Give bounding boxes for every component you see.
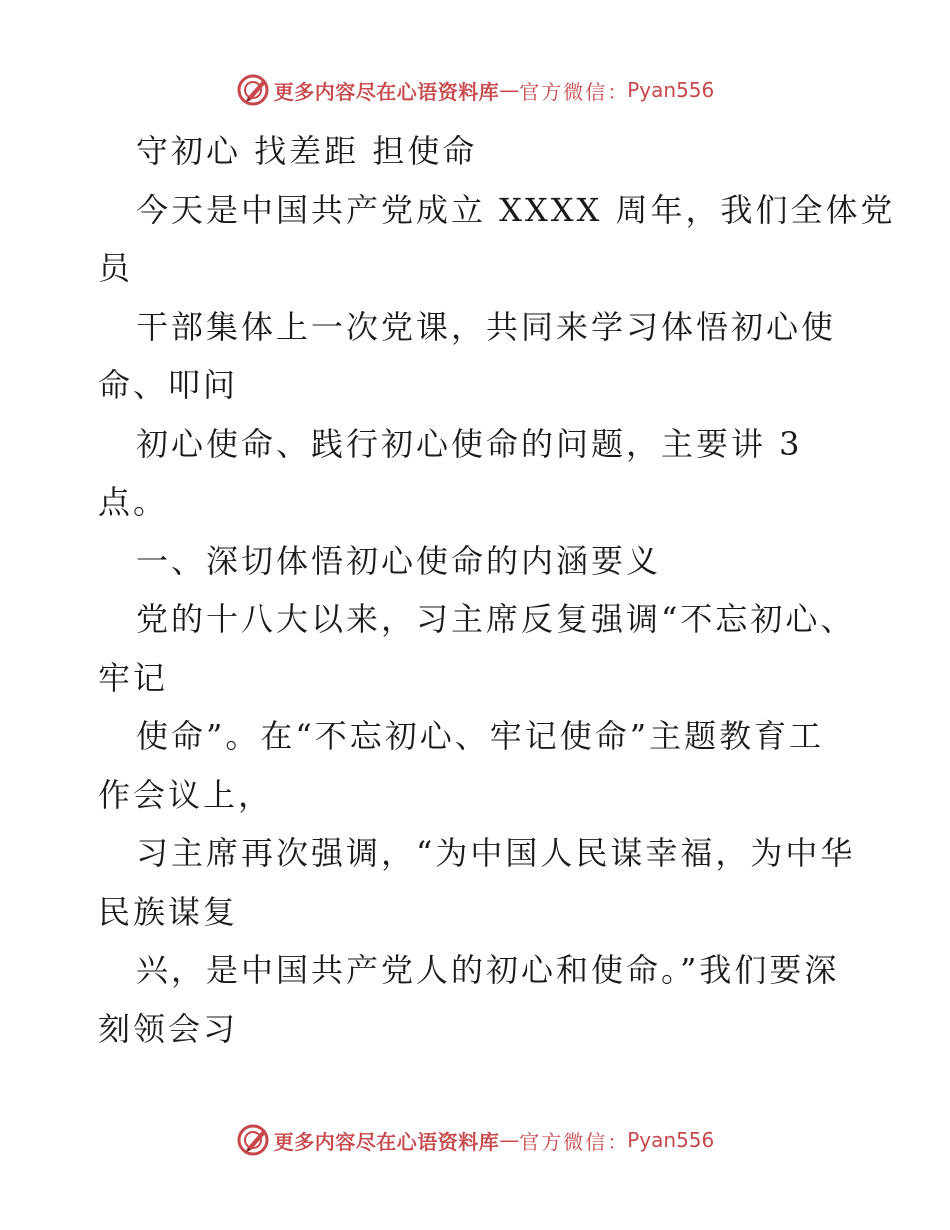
section-heading: 一、深切体悟初心使命的内涵要义: [136, 541, 662, 580]
text-line: 命、叩问: [98, 366, 239, 404]
footer-watermark: [0, 1122, 950, 1158]
pen-logo-icon: [236, 73, 270, 107]
text-line: 干部集体上一次党课，共同来学习体悟初心使: [136, 307, 837, 346]
text-line: 作会议上，: [98, 775, 274, 814]
text-line: 守初心 找差距 担使命: [136, 132, 478, 170]
pen-logo-icon: [236, 1123, 270, 1157]
watermark-official: 官方微信: [519, 1129, 608, 1154]
text-line: 牢记: [98, 658, 169, 697]
text-line: 民族谋复: [98, 892, 239, 931]
watermark-brand: 更多内容尽在心语资料库: [273, 79, 500, 104]
text-line: 员: [98, 249, 134, 287]
watermark-id: Pyan556: [627, 78, 715, 102]
document-body: [98, 122, 896, 1058]
text-line: 党的十八大以来，习主席反复强调“不忘初心、: [136, 600, 856, 638]
watermark-id: Pyan556: [627, 1128, 715, 1152]
watermark-colon: ：: [607, 79, 628, 104]
text-line: 初心使命、践行初心使命的问题，主要讲 3: [136, 424, 803, 463]
text-line: 习主席再次强调，“为中国人民谋幸福，为中华: [136, 834, 856, 872]
watermark-colon: ：: [607, 1129, 628, 1154]
text-line: 今天是中国共产党成立 XXXX 周年，我们全体党: [136, 190, 896, 229]
text-line: 使命”。在“不忘初心、牢记使命”主题教育工: [136, 717, 825, 755]
watermark-dash: —: [499, 78, 520, 102]
header-watermark: [0, 72, 950, 108]
watermark-dash: —: [499, 1128, 520, 1152]
watermark-brand: 更多内容尽在心语资料库: [273, 1129, 500, 1154]
watermark-official: 官方微信: [519, 79, 608, 104]
text-line: 兴，是中国共产党人的初心和使命。”我们要深: [136, 951, 840, 989]
text-line: 点。: [98, 483, 169, 521]
text-line: 刻领会习: [98, 1009, 239, 1048]
